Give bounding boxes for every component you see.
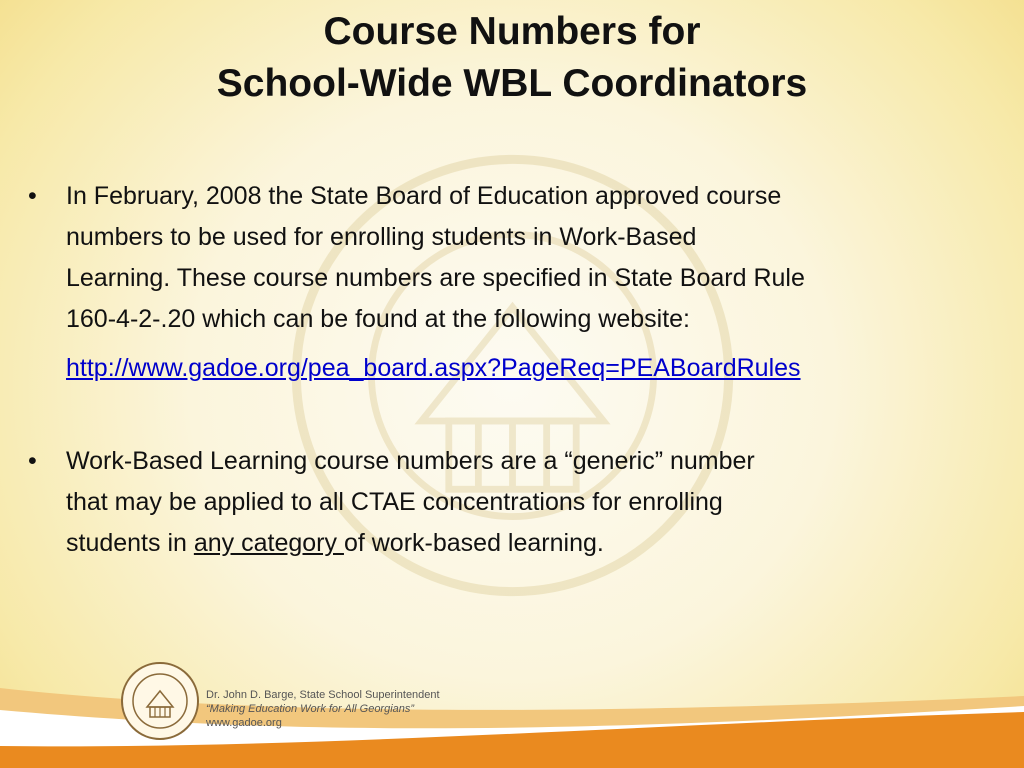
bullet-2-text-post: of work-based learning. [343,529,604,557]
bullet-1-line-2: numbers to be used for enrolling students in Work-Based [66,223,697,251]
footer-credits [206,688,440,730]
bullet-item-2 [28,441,988,564]
bullet-2-line-1: Work-Based Learning course numbers are a “generic” number [66,447,755,475]
bullet-item-1 [28,176,988,340]
bullet-2-line-2: that may be applied to all CTAE concentrations for enrolling [66,488,723,516]
slide-body [28,176,988,564]
bullet-2-line-3 [66,523,988,564]
bullet-marker: • [28,182,37,210]
department-seal-logo [120,661,200,741]
bullet-1-line-3: Learning. These course numbers are specified in State Board Rule [66,264,805,292]
motto-line: “Making Education Work for All Georgians” [206,703,415,715]
bullet-1-line-4: 160-4-2-.20 which can be found at the following website: [66,305,690,333]
title-line-1: Course Numbers for [323,10,701,53]
superintendent-line: Dr. John D. Barge, State School Superintendent [206,689,440,701]
website-line: www.gadoe.org [206,717,282,729]
link-container [28,348,988,389]
slide-title [0,6,1024,110]
underlined-phrase: any category [193,529,344,557]
spacer [28,389,988,441]
bullet-2-text-pre: students in [66,529,194,557]
title-line-2: School-Wide WBL Coordinators [216,62,808,105]
bullet-1-line-1: In February, 2008 the State Board of Education approved course [66,182,782,210]
bullet-marker: • [28,447,37,475]
board-rules-link[interactable]: http://www.gadoe.org/pea_board.aspx?PageReq=PEABoardRules [66,354,801,382]
